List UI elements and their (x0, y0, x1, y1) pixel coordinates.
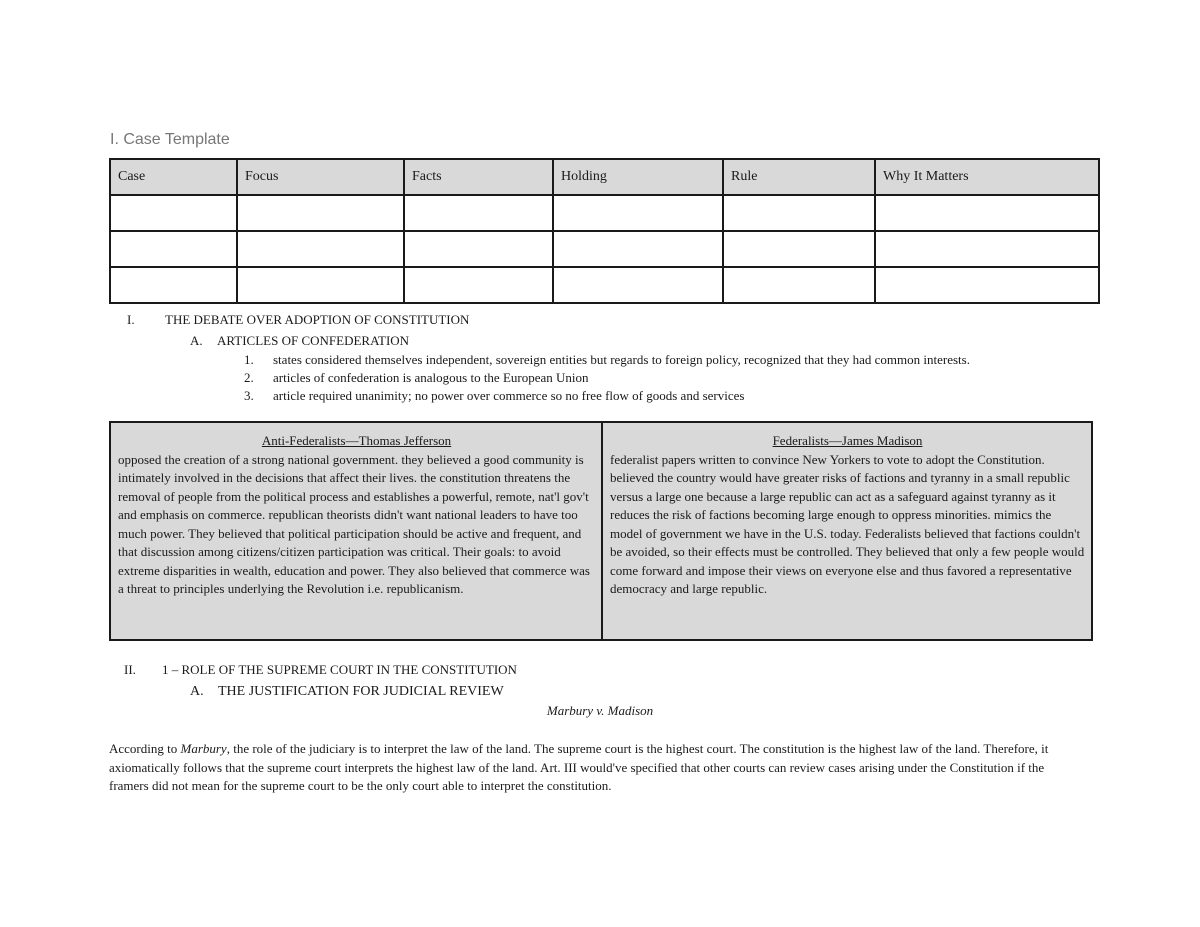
table-cell (875, 267, 1099, 303)
table-cell (875, 195, 1099, 231)
table-cell (404, 195, 553, 231)
table-row (110, 231, 1099, 267)
table-header-row (110, 159, 1099, 195)
subsection-a-title: ARTICLES OF CONFEDERATION (217, 333, 410, 348)
section-2-numeral: II. (124, 662, 136, 677)
paragraph-prefix: According to (109, 741, 181, 756)
anti-federalists-title: Anti-Federalists—Thomas Jefferson (261, 433, 452, 448)
section-1-numeral: I. (127, 312, 135, 327)
list-item-text: articles of confederation is analogous to the European Union (273, 370, 589, 385)
table-cell (404, 267, 553, 303)
table-cell (110, 267, 237, 303)
list-item-number: 3. (244, 388, 254, 403)
section-2-subsection-a (190, 683, 504, 701)
table-cell (237, 267, 404, 303)
case-citation: Marbury v. Madison (546, 703, 654, 718)
table-row (110, 195, 1099, 231)
column-header-holding: Holding (553, 159, 723, 195)
table-cell (404, 231, 553, 267)
table-cell (875, 231, 1099, 267)
list-item-number: 2. (244, 370, 254, 385)
section-1-title: THE DEBATE OVER ADOPTION OF CONSTITUTION (165, 312, 470, 327)
federalist-comparison-box (109, 421, 1093, 641)
section-1-subsection-a (190, 332, 409, 350)
column-header-rule: Rule (723, 159, 875, 195)
judicial-review-paragraph (109, 740, 1079, 796)
federalists-title: Federalists—James Madison (772, 433, 923, 448)
list-item (244, 387, 744, 405)
table-cell (110, 195, 237, 231)
column-header-focus: Focus (237, 159, 404, 195)
subsection-a-letter: A. (190, 684, 204, 699)
table-cell (237, 231, 404, 267)
column-header-why-it-matters: Why It Matters (875, 159, 1099, 195)
table-cell (237, 195, 404, 231)
anti-federalists-body: opposed the creation of a strong national government. they believed a good community is intimately involved in the decisions that affect their lives. the constitution threatens the removal of people from the political process and establishes a powerful, remote, nat'l gov't and emphasis on commerce. republican theorists didn't want national leaders to have too much power. They believed that political participation should be active and frequent, and that discussion among citizens/citizen participation was critical. Their goals: to avoid extreme disparities in wealth, education and power. They also believed that commerce was a threat to principles underlying the Revolution i.e. republicanism. (118, 451, 590, 596)
column-header-facts: Facts (404, 159, 553, 195)
subsection-a-letter: A. (190, 333, 203, 348)
table-cell (723, 231, 875, 267)
list-item (244, 351, 970, 369)
page-heading: I. Case Template (110, 131, 230, 148)
federalists-body: federalist papers written to convince New Yorkers to vote to adopt the Constitution. believed the country would have greater risks of factions and tyranny in a small republic versus a large one because a large republic can act as a safeguard against tyranny as it reduces the risk of factions becoming large enough to oppress minorities. mimics the model of government we have in the U.S. today. Federalists believed that factions couldn't be avoided, so their effects must be controlled. They believed that only a few people would come forward and impose their views on everyone else and thus favored a representative democracy and large republic. (610, 451, 1085, 596)
table-row (110, 267, 1099, 303)
federalists-column (603, 423, 1091, 639)
list-item-text: article required unanimity; no power over commerce so no free flow of goods and services (273, 388, 745, 403)
table-cell (110, 231, 237, 267)
table-cell (553, 195, 723, 231)
list-item-text: states considered themselves independent, sovereign entities but regards to foreign policy, recognized that they had common interests. (273, 352, 970, 367)
anti-federalists-column (111, 423, 603, 639)
table-cell (723, 195, 875, 231)
subsection-a-title: THE JUSTIFICATION FOR JUDICIAL REVIEW (218, 684, 504, 699)
paragraph-body: , the role of the judiciary is to interpret the law of the land. The supreme court is the highest court. The constitution is the highest law of the land. Therefore, it axiomatically follows that the supreme court interprets the highest law of the land. Art. III would've specified that other courts can review cases arising under the Constitution if the framers did not mean for the supreme court to be the only court able to interpret the constitution. (109, 741, 1049, 793)
case-template-table (109, 158, 1100, 304)
table-cell (553, 267, 723, 303)
list-item (244, 369, 589, 387)
section-2-heading (124, 661, 517, 679)
table-cell (723, 267, 875, 303)
column-header-case: Case (110, 159, 237, 195)
list-item-number: 1. (244, 352, 254, 367)
section-1-heading (127, 311, 469, 329)
table-cell (553, 231, 723, 267)
paragraph-case-name: Marbury (180, 741, 227, 756)
section-2-title: 1 – ROLE OF THE SUPREME COURT IN THE CONSTITUTION (162, 662, 517, 677)
